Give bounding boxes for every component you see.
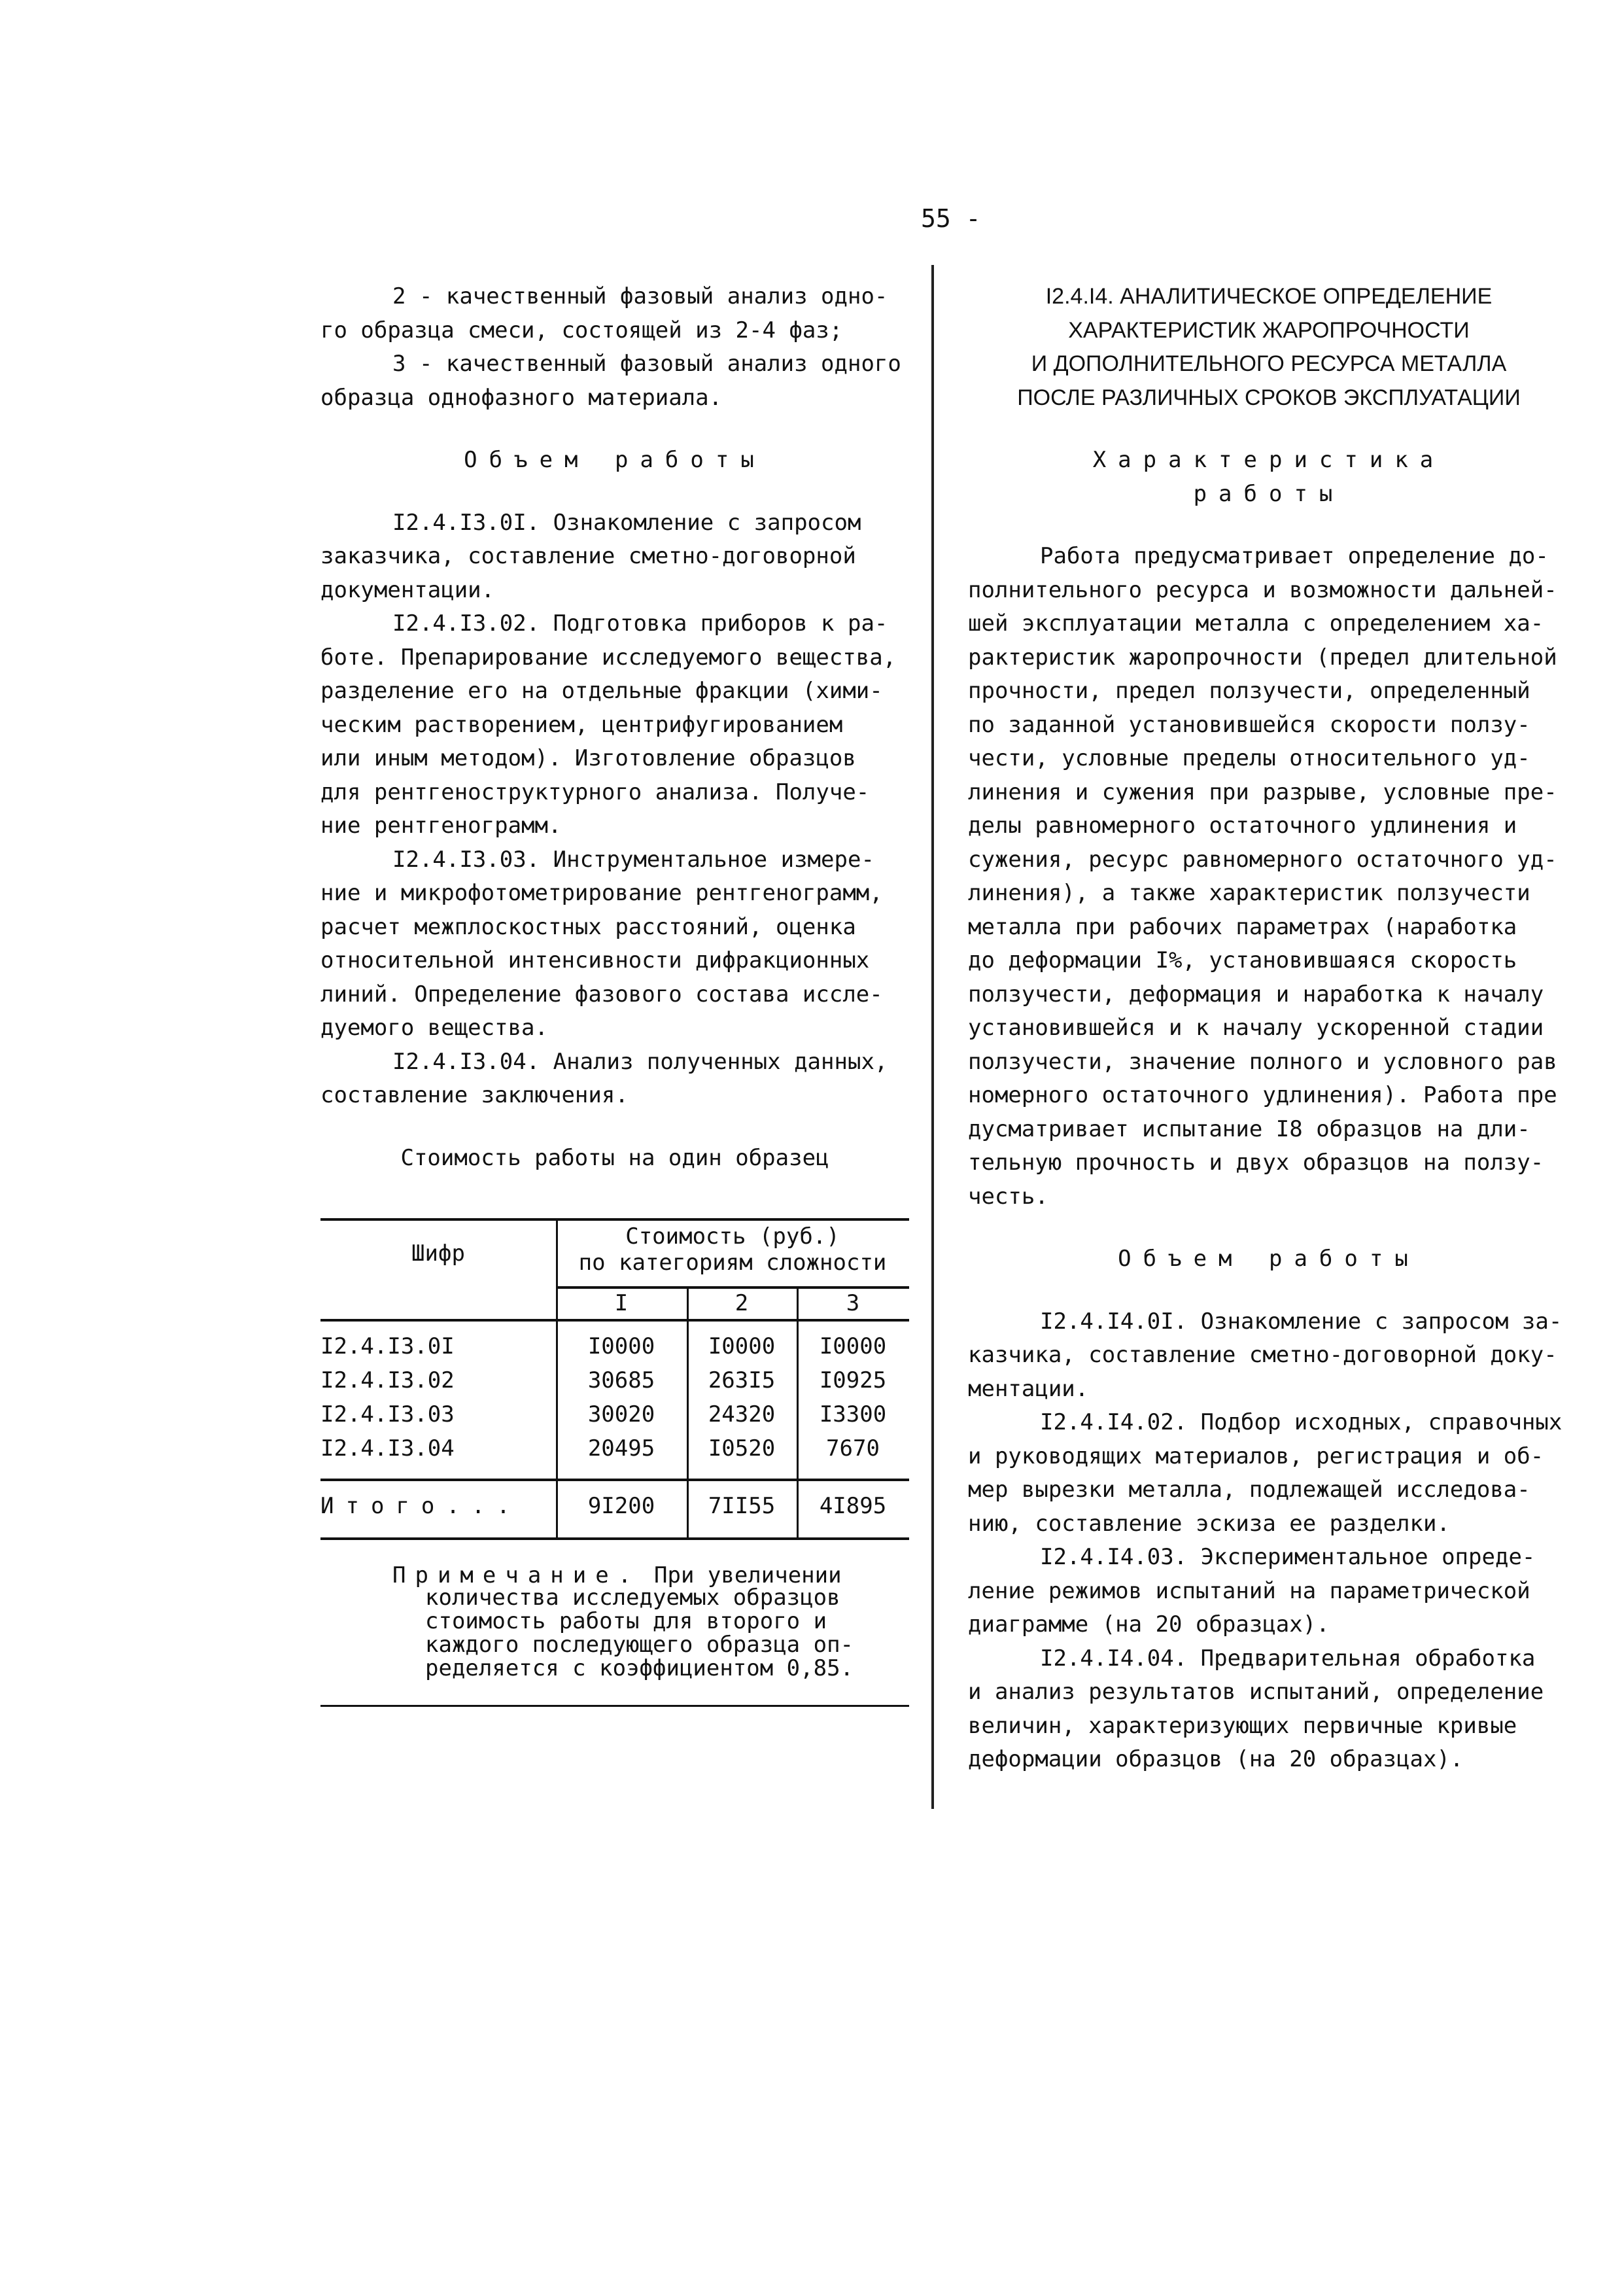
table-cell-code: I2.4.I3.03 — [320, 1401, 455, 1428]
note-line: каждого последующего образца оп- — [425, 1632, 854, 1658]
intro-line: образца однофазного материала. — [320, 384, 723, 411]
table-header-cost-1: Стоимость (руб.) — [625, 1223, 840, 1250]
scope-line: линий. Определение фазового состава иссле- — [320, 981, 883, 1007]
characteristic-line: чести, условные пределы относительного уд- — [968, 745, 1530, 771]
table-header-rule — [556, 1286, 909, 1289]
characteristic-line: до деформации I%, установившаяся скорость — [968, 947, 1517, 973]
table-cell: 30020 — [587, 1401, 655, 1428]
table-header-cost-2: по категориям сложности — [578, 1250, 887, 1276]
table-category: I — [614, 1290, 629, 1316]
scope-line: ние рентгенограмм. — [320, 813, 562, 839]
note-block — [425, 1586, 948, 1680]
characteristic-line: линения), а также характеристик ползучести — [968, 880, 1530, 906]
table-cell: I0925 — [819, 1367, 887, 1393]
characteristic-line: по заданной установившейся скорости ползу- — [968, 711, 1530, 738]
scope-line: I2.4.I4.02. Подбор исходных, справочных — [1040, 1409, 1563, 1435]
scope-line: составление заключения. — [320, 1082, 629, 1108]
characteristic-line: ползучести, деформация и наработка к началу — [968, 981, 1544, 1007]
note-line: количества исследуемых образцов — [425, 1585, 840, 1611]
note-rule — [320, 1705, 909, 1707]
table-total-rule — [320, 1479, 909, 1481]
scope-line: дуемого вещества. — [320, 1015, 548, 1041]
section-title-line: I2.4.I4. АНАЛИТИЧЕСКОЕ ОПРЕДЕЛЕНИЕ — [1045, 284, 1493, 309]
scope-line: I2.4.I3.0I. Ознакомление с запросом — [392, 509, 861, 536]
table-total-cell: 7II55 — [708, 1493, 776, 1519]
scope-line: ние и микрофотометрирование рентгенограмм, — [320, 880, 883, 906]
scope-line: I2.4.I4.03. Экспериментальное опреде- — [1040, 1544, 1536, 1570]
scope-line: диаграмме (на 20 образцах). — [968, 1611, 1330, 1638]
note-label: Примечание. — [392, 1562, 641, 1588]
characteristic-heading: работы — [1193, 480, 1345, 507]
scope-line: боте. Препарирование исследуемого вещества, — [320, 644, 897, 671]
table-title: Стоимость работы на один образец — [400, 1144, 829, 1171]
characteristic-line: номерного остаточного удлинения). Работа пре — [968, 1082, 1557, 1108]
table-cell: 30685 — [587, 1367, 655, 1393]
intro-line: го образца смеси, состоящей из 2-4 фаз; — [320, 317, 843, 343]
section-title-line: ХАРАКТЕРИСТИК ЖАРОПРОЧНОСТИ — [1068, 317, 1470, 343]
scope-heading: Объем работы — [464, 447, 766, 473]
scope-line: I2.4.I4.0I. Ознакомление с запросом за- — [1040, 1308, 1563, 1335]
table-cell: 24320 — [708, 1401, 776, 1428]
table-cell: 20495 — [587, 1435, 655, 1462]
table-total-cell: 9I200 — [587, 1493, 655, 1519]
characteristic-line: дусматривает испытание I8 образцов на дли- — [968, 1115, 1530, 1142]
table-total-cell: 4I895 — [819, 1493, 887, 1519]
table-bottom-rule — [320, 1537, 909, 1540]
scope-heading: Объем работы — [1118, 1246, 1420, 1272]
section-title-line: И ДОПОЛНИТЕЛЬНОГО РЕСУРСА МЕТАЛЛА — [1031, 351, 1507, 376]
characteristic-line: линения и сужения при разрыве, условные пре- — [968, 779, 1557, 805]
page-number: 55 - — [921, 204, 981, 233]
characteristic-line: металла при рабочих параметрах (наработка — [968, 913, 1517, 940]
intro-line: 2 - качественный фазовый анализ одно- — [392, 283, 888, 309]
scope-line: нию, составление эскиза ее разделки. — [968, 1510, 1450, 1537]
scope-line: ческим растворением, центрифугированием — [320, 711, 843, 738]
table-cell: I3300 — [819, 1401, 887, 1428]
table-header-bottom-rule — [320, 1319, 909, 1322]
characteristic-heading: Характеристика — [1092, 447, 1445, 473]
scope-line: относительной интенсивности дифракционных — [320, 947, 870, 973]
characteristic-line: тельную прочность и двух образцов на ползу- — [968, 1149, 1544, 1176]
column-divider — [931, 265, 934, 1809]
scope-line: I2.4.I4.04. Предварительная обработка — [1040, 1645, 1536, 1672]
left-column — [320, 280, 909, 1175]
scope-line: или иным методом). Изготовление образцов — [320, 745, 856, 771]
table-cell: I0000 — [819, 1333, 887, 1359]
scope-line: мер вырезки металла, подлежащей исследова- — [968, 1477, 1530, 1503]
characteristic-line: сужения, ресурс равномерного остаточного уд- — [968, 846, 1557, 873]
scope-line: расчет межплоскостных расстояний, оценка — [320, 913, 856, 940]
scope-line: и анализ результатов испытаний, определение — [968, 1679, 1544, 1705]
note-line: При увеличении — [654, 1562, 842, 1588]
characteristic-line: установившейся и к началу ускоренной стадии — [968, 1015, 1544, 1041]
scope-line: разделение его на отдельные фракции (хими- — [320, 678, 883, 704]
characteristic-line: делы равномерного остаточного удлинения и — [968, 813, 1517, 839]
section-title-line: ПОСЛЕ РАЗЛИЧНЫХ СРОКОВ ЭКСПЛУАТАЦИИ — [1017, 385, 1521, 410]
scope-line: величин, характеризующих первичные кривые — [968, 1712, 1517, 1739]
scope-line: ление режимов испытаний на параметрической — [968, 1577, 1530, 1604]
scope-line: и руководящих материалов, регистрация и об- — [968, 1443, 1544, 1469]
table-cell: I0520 — [708, 1435, 776, 1462]
table-cell-code: I2.4.I3.04 — [320, 1435, 455, 1462]
characteristic-line: прочности, предел ползучести, определенный — [968, 678, 1530, 704]
table-cell-code: I2.4.I3.02 — [320, 1367, 455, 1393]
scope-line: казчика, составление сметно-договорной доку- — [968, 1342, 1557, 1368]
intro-line: 3 - качественный фазовый анализ одного — [392, 351, 901, 377]
scope-line: деформации образцов (на 20 образцах). — [968, 1746, 1464, 1772]
scope-line: ментации. — [968, 1375, 1089, 1402]
table-cell: I0000 — [587, 1333, 655, 1359]
scope-line: для рентгеноструктурного анализа. Получе- — [320, 779, 870, 805]
table-category: 2 — [734, 1290, 749, 1316]
table-category: 3 — [846, 1290, 860, 1316]
table-cell: 7670 — [826, 1435, 880, 1462]
table-header-code: Шифр — [411, 1240, 465, 1267]
scope-line: I2.4.I3.02. Подготовка приборов к ра- — [392, 610, 888, 637]
note-line: ределяется с коэффициентом 0,85. — [425, 1655, 854, 1681]
characteristic-line: ползучести, значение полного и условного рав — [968, 1048, 1557, 1075]
table-cell-code: I2.4.I3.0I — [320, 1333, 455, 1359]
scope-line: I2.4.I3.03. Инструментальное измере- — [392, 846, 874, 873]
characteristic-line: рактеристик жаропрочности (предел длительной — [968, 644, 1557, 671]
characteristic-line: честь. — [968, 1183, 1048, 1210]
table-cell: I0000 — [708, 1333, 776, 1359]
table-cell: 263I5 — [708, 1367, 776, 1393]
scope-line: заказчика, составление сметно-договорной — [320, 543, 856, 569]
characteristic-line: шей эксплуатации металла с определением ха- — [968, 610, 1544, 637]
right-column — [968, 280, 1570, 1777]
table-top-rule — [320, 1218, 909, 1221]
scope-line: I2.4.I3.04. Анализ полученных данных, — [392, 1048, 888, 1075]
characteristic-line: полнительного ресурса и возможности дальней- — [968, 576, 1557, 603]
characteristic-line: Работа предусматривает определение до- — [1040, 543, 1549, 569]
note-line: стоимость работы для второго и — [425, 1608, 827, 1634]
scope-line: документации. — [320, 576, 495, 603]
table-total-label: Итого... — [320, 1493, 522, 1519]
